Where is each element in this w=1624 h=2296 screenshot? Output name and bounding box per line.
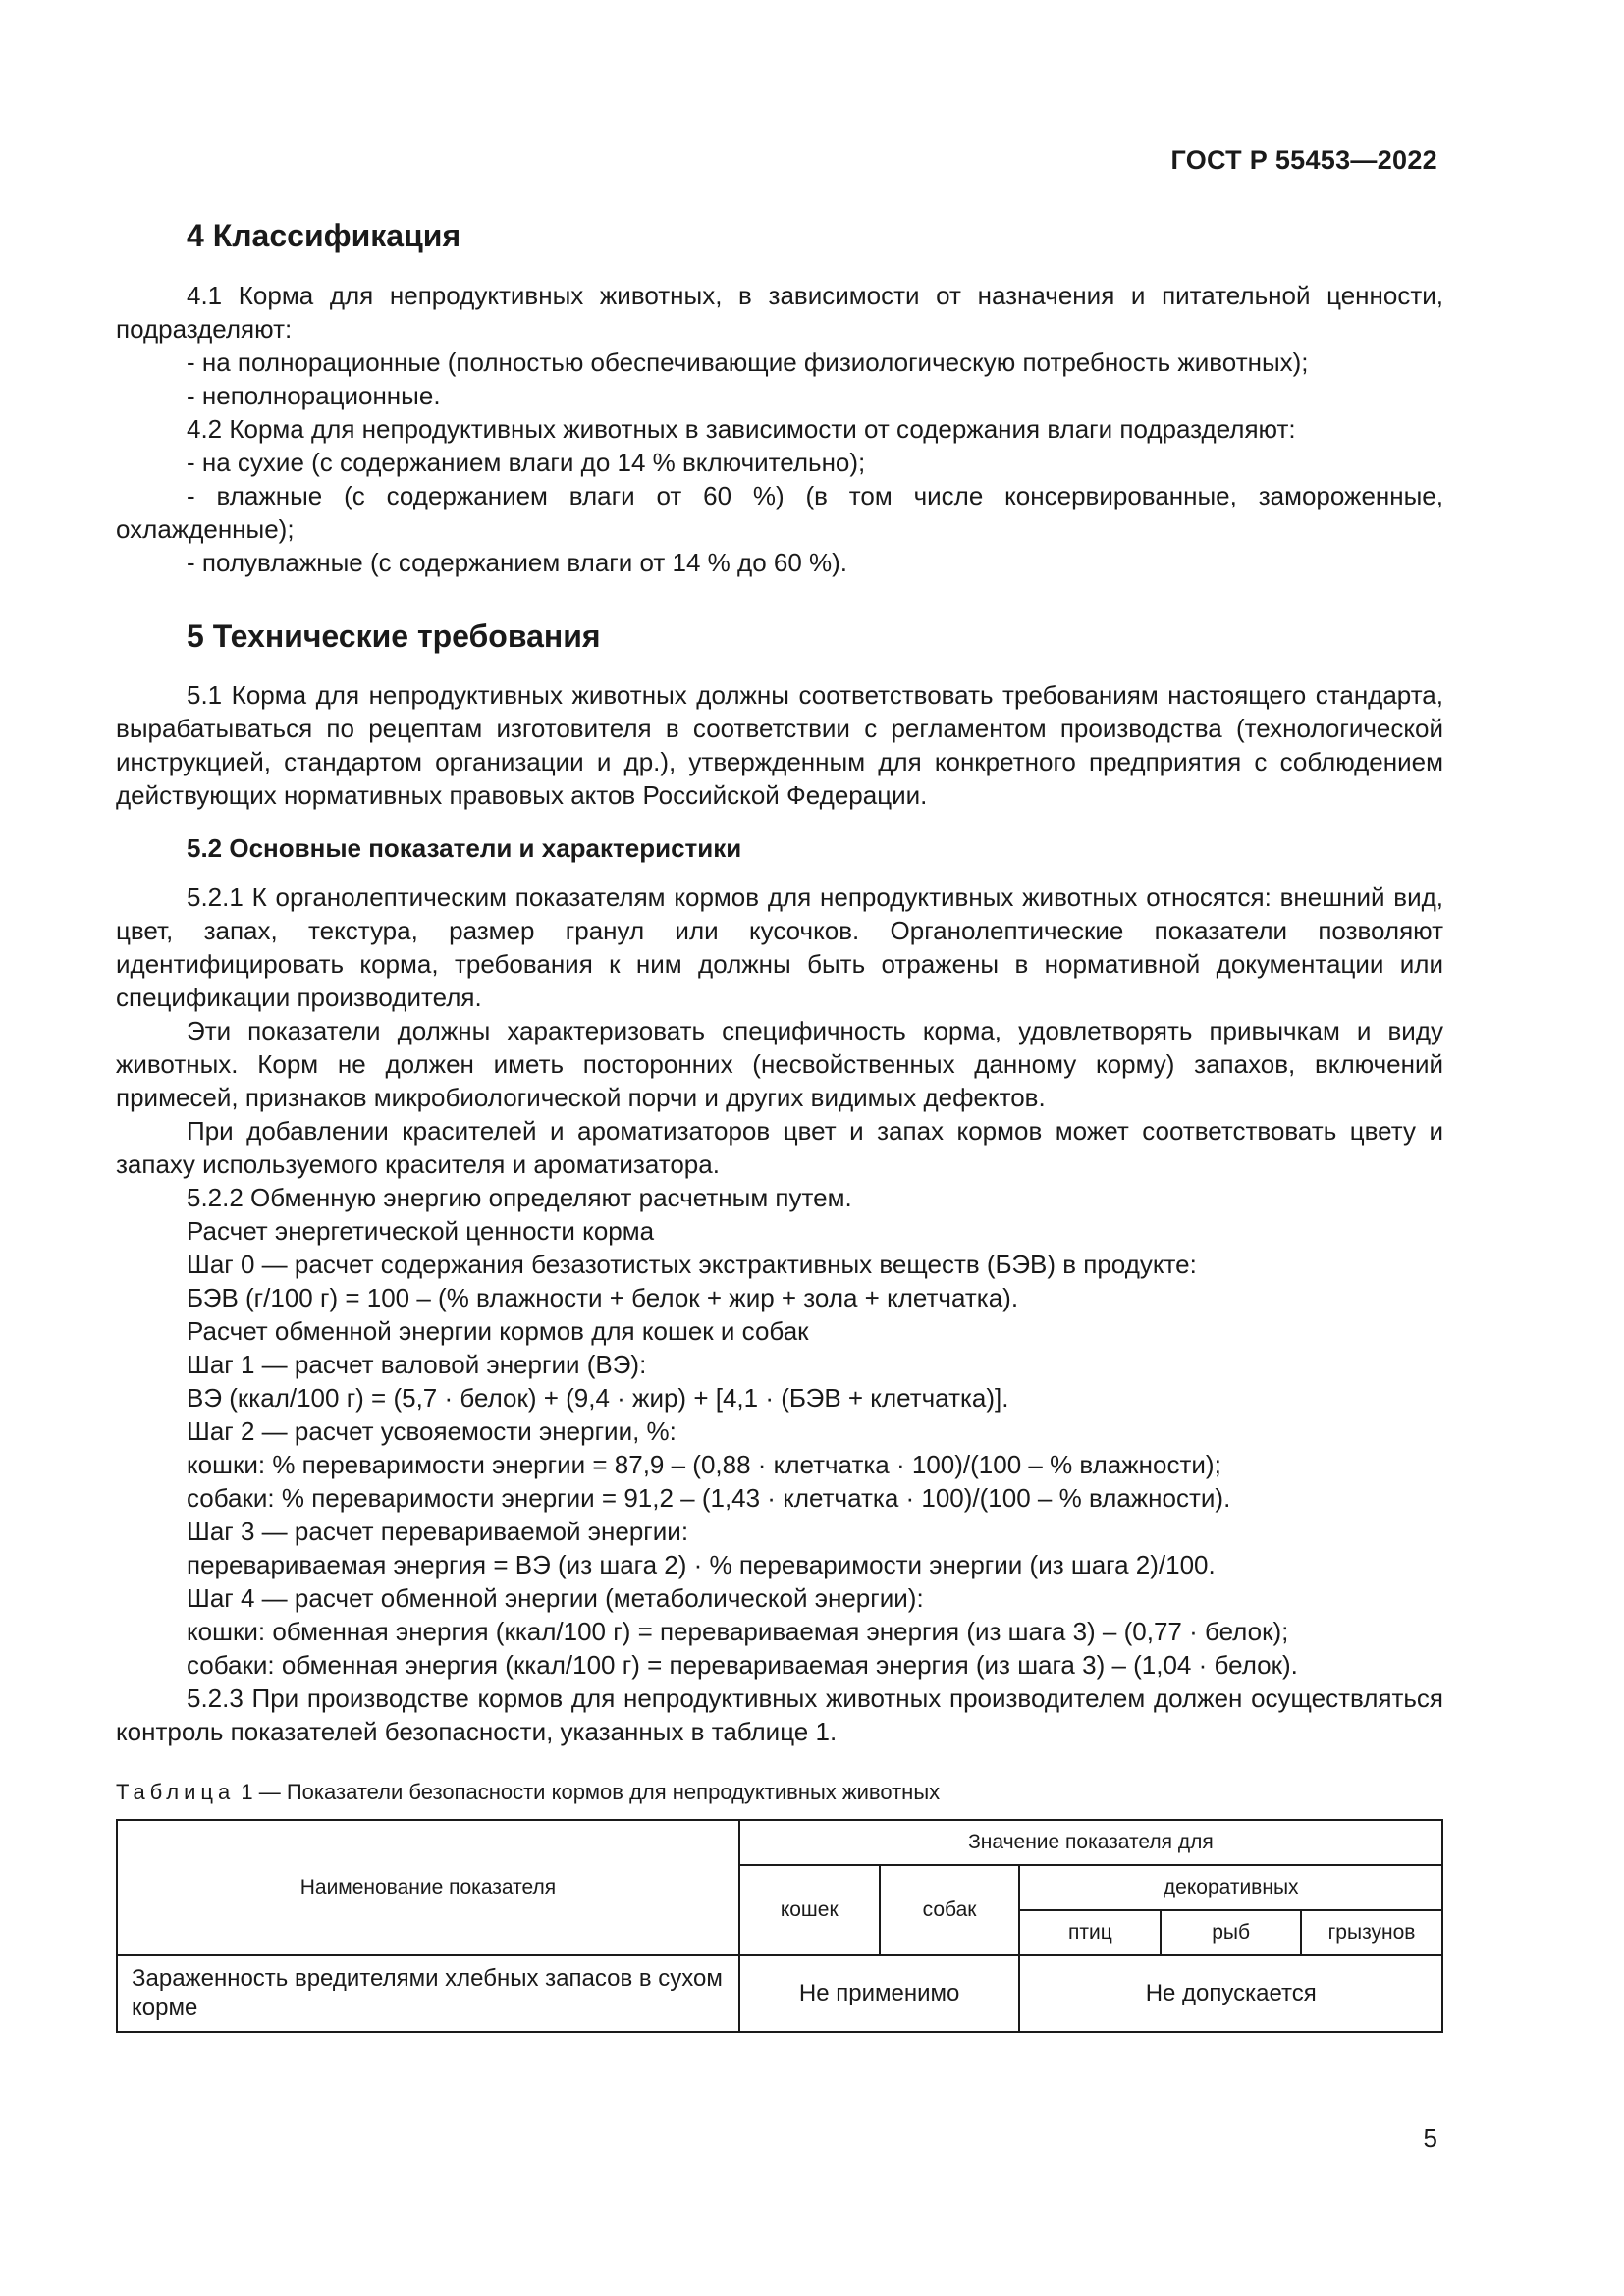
formula-line: собаки: % переваримости энергии = 91,2 – (1,43 · клетчатка · 100)/(100 – % влажности). — [187, 1483, 1231, 1514]
table-cell-decorative: Не допускается — [1019, 1955, 1442, 2032]
formula-line: Шаг 2 — расчет усвояемости энергии, %: — [187, 1416, 677, 1447]
col-header-rodents: грызунов — [1301, 1910, 1442, 1955]
paragraph: При добавлении красителей и ароматизаторов цвет и запах кормов может соответствовать цвету и запаху используемого красителя и ароматизатора. — [116, 1116, 1443, 1180]
formula-line: БЭВ (г/100 г) = 100 – (% влажности + белок + жир + зола + клетчатка). — [187, 1283, 1019, 1313]
formula-line: Шаг 1 — расчет валовой энергии (ВЭ): — [187, 1350, 647, 1380]
section-5-title: 5 Технические требования — [187, 617, 601, 654]
list-item: - на полнорационные (полностью обеспечивающие физиологическую потребность животных); — [187, 347, 1309, 377]
table-caption-text: 1 — Показатели безопасности кормов для непродуктивных животных — [235, 1780, 941, 1805]
paragraph-5-1: 5.1 Корма для непродуктивных животных должны соответствовать требованиям настоящего стандарта, вырабатываться по рецептам изготовителя в соответствии с регламентом производства (технологической инструкцией, стандартом организации и др.), утвержденным для конкретного предприятия с соблюдением действующих нормативных правовых актов Российской Федерации. — [116, 680, 1443, 811]
list-item: - на сухие (с содержанием влаги до 14 % включительно); — [187, 447, 866, 477]
paragraph-4-1: 4.1 Корма для непродуктивных животных, в зависимости от назначения и питательной ценности, подразделяют: — [116, 280, 1443, 344]
formula-line: Шаг 3 — расчет перевариваемой энергии: — [187, 1517, 689, 1547]
formula-line: Шаг 0 — расчет содержания безазотистых экстрактивных веществ (БЭВ) в продукте: — [187, 1250, 1197, 1280]
list-item: - полувлажные (с содержанием влаги от 14 % до 60 %). — [187, 547, 848, 577]
formula-line: Расчет энергетической ценности корма — [187, 1216, 655, 1247]
table-caption — [116, 1778, 1443, 1807]
safety-indicators-table — [116, 1819, 1443, 2033]
col-header-decorative: декоративных — [1019, 1865, 1442, 1910]
table-row — [117, 1955, 1442, 2032]
paragraph-4-2: 4.2 Корма для непродуктивных животных в зависимости от содержания влаги подразделяют: — [187, 413, 1296, 444]
col-header-dogs: собак — [880, 1865, 1020, 1955]
formula-line: собаки: обменная энергия (ккал/100 г) = перевариваемая энергия (из шага 3) – (1,04 · белок). — [187, 1650, 1298, 1681]
formula-line: кошки: % переваримости энергии = 87,9 – (0,88 · клетчатка · 100)/(100 – % влажности); — [187, 1450, 1221, 1480]
paragraph-5-2-2: 5.2.2 Обменную энергию определяют расчетным путем. — [187, 1183, 852, 1213]
list-item: - неполнорационные. — [187, 380, 441, 410]
paragraph-5-2-1: 5.2.1 К органолептическим показателям кормов для непродуктивных животных относятся: внешний вид, цвет, запах, текстура, размер гранул или кусочков. Органолептические показатели позволяют идентифицировать корма, требования к ним должны быть отражены в нормативной документации или спецификации производителя. — [116, 882, 1443, 1013]
paragraph-5-2-3: 5.2.3 При производстве кормов для непродуктивных животных производителем должен осуществляться контроль показателей безопасности, указанных в таблице 1. — [116, 1683, 1443, 1747]
table-cell-indicator: Зараженность вредителями хлебных запасов в сухом корме — [117, 1955, 739, 2032]
formula-line: перевариваемая энергия = ВЭ (из шага 2) · % переваримости энергии (из шага 2)/100. — [187, 1550, 1216, 1580]
formula-line: кошки: обменная энергия (ккал/100 г) = перевариваемая энергия (из шага 3) – (0,77 · белок); — [187, 1617, 1289, 1647]
formula-line: Расчет обменной энергии кормов для кошек и собак — [187, 1316, 809, 1347]
table-caption-label: Таблица — [116, 1780, 236, 1805]
col-header-indicator-name: Наименование показателя — [117, 1820, 739, 1955]
document-code: ГОСТ Р 55453—2022 — [1170, 145, 1437, 175]
subsection-5-2-title: 5.2 Основные показатели и характеристики — [187, 833, 742, 864]
col-header-fish: рыб — [1161, 1910, 1301, 1955]
formula-line: ВЭ (ккал/100 г) = (5,7 · белок) + (9,4 · жир) + [4,1 · (БЭВ + клетчатка)]. — [187, 1383, 1009, 1414]
paragraph: Эти показатели должны характеризовать специфичность корма, удовлетворять привычкам и виду животных. Корм не должен иметь посторонних (несвойственных данному корму) запахов, включений примесей, признаков микробиологической порчи и других видимых дефектов. — [116, 1016, 1443, 1113]
page-number: 5 — [1423, 2123, 1437, 2153]
col-header-birds: птиц — [1019, 1910, 1161, 1955]
section-4-title: 4 Классификация — [187, 218, 461, 253]
col-header-cats: кошек — [739, 1865, 880, 1955]
list-item: - влажные (с содержанием влаги от 60 %) (в том числе консервированные, замороженные, охлажденные); — [116, 480, 1443, 544]
page-content — [116, 216, 1443, 2033]
col-header-value: Значение показателя для — [739, 1820, 1442, 1865]
table-cell-cats-dogs: Не применимо — [739, 1955, 1020, 2032]
formula-line: Шаг 4 — расчет обменной энергии (метаболической энергии): — [187, 1583, 924, 1614]
